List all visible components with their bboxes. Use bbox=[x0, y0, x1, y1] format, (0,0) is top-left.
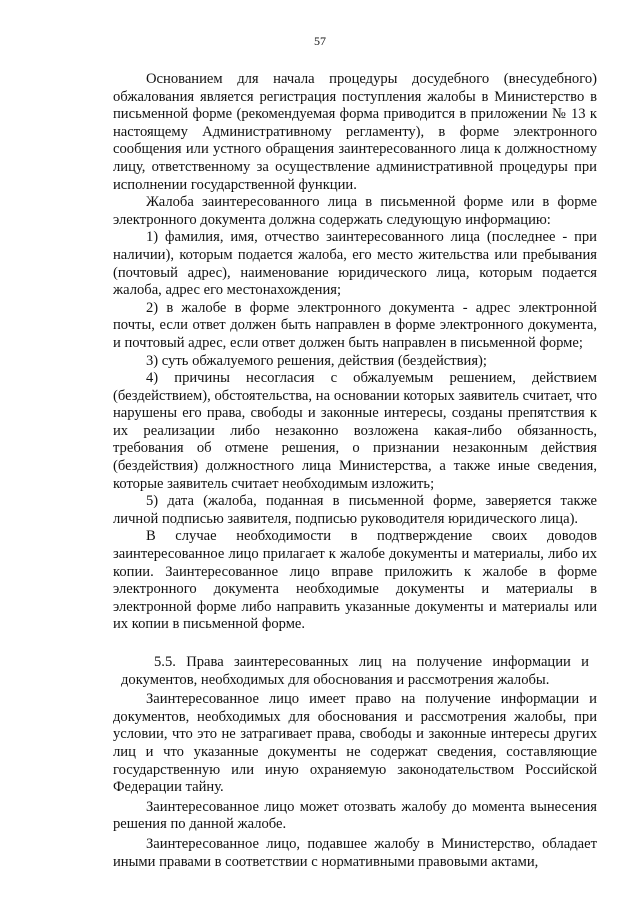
list-item-4: 4) причины несогласия с обжалуемым решением, действием (бездействием), обстоятельства, на основании которых заявитель считает, что нарушены его права, свободы и законные интересы, созданы препятствия к их реализации либо незаконно возложена какая-либо обязанность, требования об отмене решения, о признании незаконным действия (бездействия) должностного лица Министерства, а также иные сведения, которые заявитель считает необходимым изложить; bbox=[113, 370, 597, 492]
paragraph-right-to-information: Заинтересованное лицо имеет право на получение информации и документов, необходимых для обоснования и рассмотрения жалобы, при условии, что это не затрагивает права, свободы и законные интересы других лиц и что указанные документы не содержат сведения, составляющие государственную или иную охраняемую законодательством Российской Федерации тайну. bbox=[113, 691, 597, 796]
page-number: 57 bbox=[314, 34, 326, 48]
paragraph-grounds: Основанием для начала процедуры досудебного (внесудебного) обжалования является регистрация поступления жалобы в Министерство в письменной форме (рекомендуемая форма приводится в приложении № 13 к настоящему Административному регламенту), в форме электронного сообщения или устного обращения заинтересованного лица к должностному лицу, ответственному за осуществление административной процедуры при исполнении государственной функции. bbox=[113, 71, 597, 193]
document-body bbox=[113, 71, 597, 871]
paragraph-complaint-content: Жалоба заинтересованного лица в письменной форме или в форме электронного документа должна содержать следующую информацию: bbox=[113, 194, 597, 228]
section-gap bbox=[113, 634, 597, 654]
paragraph-withdraw-complaint: Заинтересованное лицо может отозвать жалобу до момента вынесения решения по данной жалобе. bbox=[113, 798, 597, 833]
list-item-1: 1) фамилия, имя, отчество заинтересованного лица (последнее - при наличии), которым подается жалоба, его место жительства или пребывания (почтовый адрес), наименование юридического лица, которым подается жалоба, адрес его местонахождения; bbox=[113, 229, 597, 299]
list-item-3: 3) суть обжалуемого решения, действия (бездействия); bbox=[146, 352, 487, 369]
list-item-5: 5) дата (жалоба, поданная в письменной форме, заверяется также личной подписью заявителя, подписью руководителя юридического лица). bbox=[113, 493, 597, 527]
paragraph-attachments: В случае необходимости в подтверждение своих доводов заинтересованное лицо прилагает к жалобе документы и материалы, либо их копии. Заинтересованное лицо вправе приложить к жалобе в форме электронного документа необходимые документы и материалы в электронной форме либо направить указанные документы и материалы или их копии в письменной форме. bbox=[113, 528, 597, 633]
paragraph-other-rights: Заинтересованное лицо, подавшее жалобу в Министерство, обладает иными правами в соответствии с нормативными правовыми актами, bbox=[113, 835, 597, 870]
list-item-2: 2) в жалобе в форме электронного документа - адрес электронной почты, если ответ должен быть направлен в форме электронного документа, и почтовый адрес, если ответ должен быть направлен в письменной форме; bbox=[113, 299, 597, 351]
section-heading: 5.5. Права заинтересованных лиц на получение информации и документов, необходимых для обоснования и рассмотрения жалобы. bbox=[121, 654, 589, 688]
